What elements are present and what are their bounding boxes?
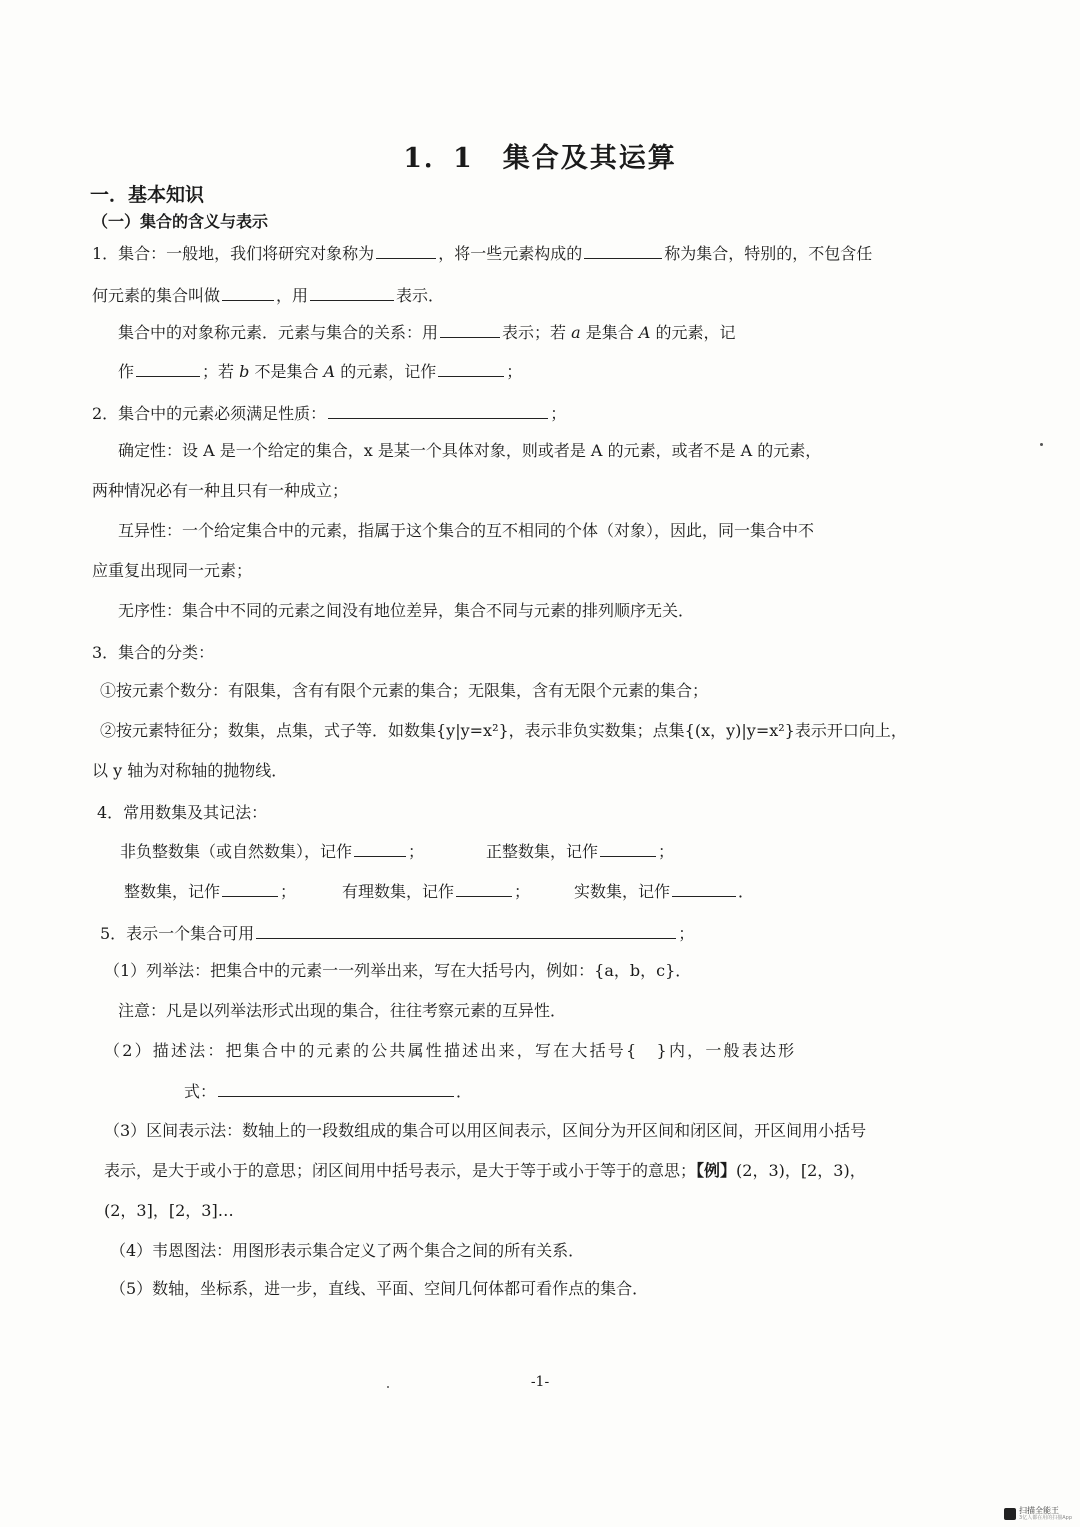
item-1-line4 <box>118 360 522 383</box>
natural-numbers <box>120 840 424 863</box>
classify-by-feature: ②按元素特征分；数集，点集，式子等．如数集{y|y=x²}，表示非负实数集；点集{(x，y)|y=x²}表示开口向上， <box>100 721 907 740</box>
fill-blank <box>310 284 394 301</box>
method-interval: （3）区间表示法：数轴上的一段数组成的集合可以用区间表示，区间分为开区间和闭区间，开区间用小括号 <box>104 1121 867 1140</box>
property-distinct-cont: 应重复出现同一元素； <box>92 561 253 580</box>
scan-speck <box>387 1386 389 1388</box>
text: 实数集，记作 <box>574 882 671 901</box>
page-number: -1- <box>530 1374 550 1390</box>
method-interval-cont <box>104 1160 866 1182</box>
item-4-head: 4．常用数集及其记法： <box>97 803 268 822</box>
example-label: 【例】 <box>696 1161 737 1180</box>
fill-blank <box>354 840 406 857</box>
fill-blank <box>584 242 662 259</box>
text: 5．表示一个集合可用 <box>100 924 255 943</box>
text: b <box>239 362 250 381</box>
method-venn: （4）韦恩图法：用图形表示集合定义了两个集合之间的所有关系． <box>110 1241 585 1260</box>
method-interval-examples: (2，3]，[2，3]… <box>104 1201 234 1220</box>
text: 是集合 <box>580 323 639 342</box>
property-definite: 确定性：设 A 是一个给定的集合，x 是某一个具体对象，则或者是 A 的元素，或者不是 A 的元素， <box>118 441 822 460</box>
positive-integers <box>486 840 674 863</box>
fill-blank <box>222 284 274 301</box>
text: 不是集合 <box>249 362 324 381</box>
text: 何元素的集合叫做 <box>92 286 221 305</box>
fill-blank <box>438 360 504 377</box>
text: 的元素，记作 <box>335 362 437 381</box>
text: 正整数集，记作 <box>486 842 599 861</box>
text: ； <box>658 842 675 861</box>
integers <box>124 880 296 903</box>
text: 作 <box>118 362 135 381</box>
item-1-line3 <box>118 321 736 344</box>
watermark-name: 扫描全能王 <box>1019 1506 1060 1515</box>
text: A <box>638 323 651 342</box>
method-geometric: （5）数轴，坐标系，进一步，直线、平面、空间几何体都可看作点的集合． <box>110 1279 649 1298</box>
fill-blank <box>600 840 656 857</box>
text: ． <box>738 882 755 901</box>
subsection-heading: （一）集合的含义与表示 <box>92 212 269 231</box>
text: ，将一些元素构成的 <box>438 244 583 263</box>
fill-blank <box>456 880 512 897</box>
fill-blank <box>672 880 736 897</box>
item-1-line2 <box>92 284 444 307</box>
reals <box>574 880 754 903</box>
text: (2，3)，[2，3)， <box>736 1161 866 1180</box>
text: 集合中的对象称元素．元素与集合的关系：用 <box>118 323 439 342</box>
text: 称为集合，特别的，不包含任 <box>664 244 873 263</box>
section-heading: 一．基本知识 <box>90 184 205 206</box>
text: ； <box>280 882 297 901</box>
text: ； <box>408 842 425 861</box>
text: 表示． <box>396 286 445 305</box>
watermark-sub: 3亿人都在用的扫描App <box>1019 1515 1072 1521</box>
text: ； <box>514 882 531 901</box>
fill-blank <box>136 360 200 377</box>
property-distinct: 互异性：一个给定集合中的元素，指属于这个集合的互不相同的个体（对象），因此，同一集合中不 <box>118 521 815 540</box>
text: a <box>571 323 581 342</box>
fill-blank <box>440 321 500 338</box>
text: 2．集合中的元素必须满足性质： <box>92 404 327 423</box>
page-title: 1．1 集合及其运算 <box>403 143 677 174</box>
text: 有理数集，记作 <box>342 882 455 901</box>
text: ；若 <box>202 362 240 381</box>
scanner-watermark <box>1004 1507 1072 1521</box>
text: 表示，是大于或小于的意思；闭区间用中括号表示，是大于等于或小于等于的意思； <box>104 1161 697 1180</box>
property-definite-cont: 两种情况必有一种且只有一种成立； <box>92 481 349 500</box>
text: A <box>323 362 336 381</box>
text: 表示；若 <box>502 323 572 342</box>
text: 式： <box>184 1082 217 1101</box>
method-roster: （1）列举法：把集合中的元素一一列举出来，写在大括号内，例如：{a，b，c}． <box>104 961 692 980</box>
method-description: （2）描述法：把集合中的元素的公共属性描述出来，写在大括号{ }内，一般表达形 <box>104 1041 797 1060</box>
property-unordered: 无序性：集合中不同的元素之间没有地位差异，集合不同与元素的排列顺序无关． <box>118 601 695 620</box>
fill-blank <box>376 242 436 259</box>
item-2-head <box>92 402 566 425</box>
scan-speck <box>1040 443 1043 446</box>
fill-blank <box>328 402 548 419</box>
text: ； <box>678 924 695 943</box>
classify-by-count: ①按元素个数分：有限集，含有有限个元素的集合；无限集，含有无限个元素的集合； <box>100 681 709 700</box>
scanner-logo-icon <box>1004 1508 1016 1520</box>
text: ； <box>506 362 523 381</box>
item-5-head <box>100 922 694 945</box>
method-description-form <box>184 1080 472 1103</box>
text: ． <box>456 1082 473 1101</box>
fill-blank <box>222 880 278 897</box>
rationals <box>342 880 530 903</box>
classify-by-feature-cont: 以 y 轴为对称轴的抛物线． <box>92 761 288 780</box>
text: 非负整数集（或自然数集），记作 <box>120 842 353 861</box>
item-3-head: 3．集合的分类： <box>92 643 215 662</box>
text: 的元素，记 <box>650 323 736 342</box>
item-1-line1 <box>92 242 872 265</box>
fill-blank <box>218 1080 454 1097</box>
fill-blank <box>256 922 676 939</box>
text: 整数集，记作 <box>124 882 221 901</box>
method-roster-note: 注意：凡是以列举法形式出现的集合，往往考察元素的互异性． <box>118 1001 567 1020</box>
text: ； <box>550 404 567 423</box>
text: 1．集合：一般地，我们将研究对象称为 <box>92 244 375 263</box>
text: ，用 <box>276 286 309 305</box>
